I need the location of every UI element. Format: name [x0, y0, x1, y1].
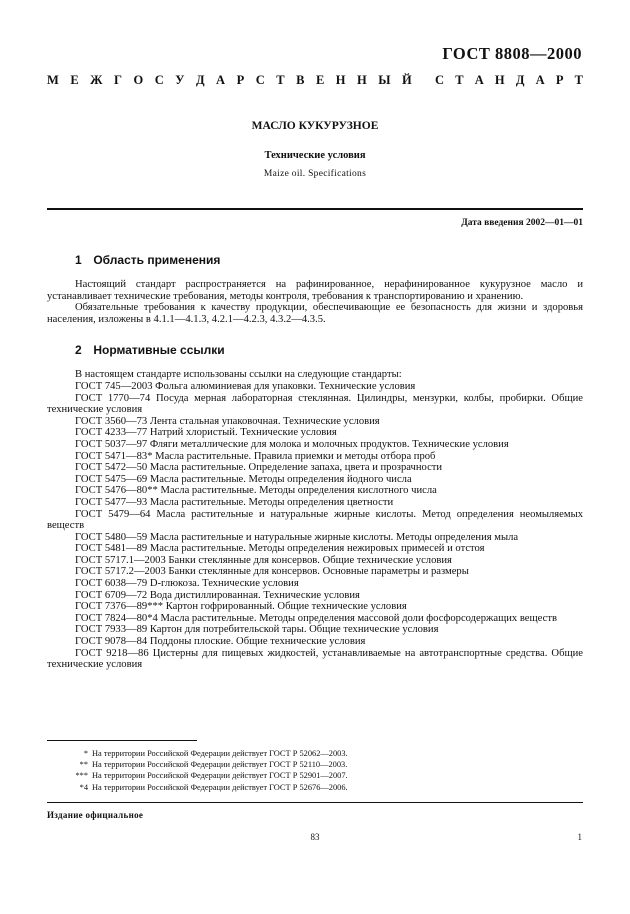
footnote-mark: *: [147, 450, 153, 462]
reference-code: ГОСТ 5481—89: [75, 543, 148, 555]
reference-item: [47, 474, 583, 486]
footnote: [47, 770, 583, 781]
footnote: [47, 782, 583, 793]
reference-item: [47, 439, 583, 451]
reference-item: [47, 648, 583, 671]
banner-left: М Е Ж Г О С У Д А Р С Т В Е Н Н Ы Й: [47, 73, 412, 87]
document-title: МАСЛО КУКУРУЗНОЕ: [251, 120, 379, 132]
title-divider: [47, 208, 583, 210]
banner-right: С Т А Н Д А Р Т: [435, 73, 583, 87]
reference-code: ГОСТ 5476—80: [75, 485, 148, 497]
reference-item: [47, 451, 583, 463]
reference-title: Вода дистиллированная. Технические условия: [149, 589, 360, 601]
reference-code: ГОСТ 745—2003: [75, 380, 153, 392]
reference-code: ГОСТ 5477—93: [75, 496, 148, 508]
reference-code: ГОСТ 1770—74: [75, 392, 151, 404]
reference-title: Фольга алюминиевая для упаковки. Технические условия: [155, 380, 416, 392]
reference-item: [47, 416, 583, 428]
footnote-text: На территории Российской Федерации действует ГОСТ Р 52901—2007.: [92, 771, 348, 781]
reference-item: [47, 601, 583, 613]
references-intro: В настоящем стандарте использованы ссылки на следующие стандарты:: [75, 369, 402, 381]
reference-item: [47, 590, 583, 602]
reference-code: ГОСТ 5717.2—2003: [75, 566, 166, 578]
reference-code: ГОСТ 5475—69: [75, 473, 148, 485]
reference-title: Картон гофрированный. Общие технические условия: [165, 601, 407, 613]
reference-title: Масла растительные. Методы определения массовой доли фосфорсодержащих веществ: [160, 612, 557, 624]
document-code: ГОСТ 8808—2000: [442, 44, 582, 63]
footnote-text: На территории Российской Федерации действует ГОСТ Р 52062—2003.: [92, 749, 348, 758]
document-body: [47, 253, 583, 671]
reference-title: Масла растительные и натуральные жирные кислоты. Методы определения мыла: [149, 531, 519, 543]
reference-title: Банки стеклянные для консервов. Общие технические условия: [168, 554, 452, 566]
footnote-text: На территории Российской Федерации действует ГОСТ Р 52676—2006.: [92, 782, 348, 792]
section-number: 2: [75, 343, 82, 358]
footer-divider: [47, 802, 583, 803]
document-subtitle-english: Maize oil. Specifications: [263, 169, 367, 179]
reference-title: Посуда мерная лабораторная стеклянная. Цилиндры, мензурки, колбы, пробирки. Общие технические условия: [47, 392, 583, 416]
reference-code: ГОСТ 7376—89: [75, 601, 148, 613]
reference-title: Масла растительные. Определение запаха, цвета и прозрачности: [149, 462, 443, 474]
footnote: [47, 748, 583, 759]
footnote-text: На территории Российской Федерации действует ГОСТ Р 52110—2003.: [92, 760, 348, 770]
reference-code: ГОСТ 5472—50: [75, 462, 148, 474]
reference-code: ГОСТ 6709—72: [75, 589, 148, 601]
reference-title: Масла растительные и натуральные жирные кислоты. Метод определения неомыляемых веществ: [47, 508, 583, 532]
reference-item: [47, 497, 583, 509]
edition-label: Издание официальное: [47, 810, 144, 820]
reference-item: [47, 636, 583, 648]
reference-title: Поддоны плоские. Общие технические условия: [149, 636, 366, 648]
reference-code: ГОСТ 9218—86: [75, 647, 149, 659]
reference-code: ГОСТ 5037—97: [75, 438, 148, 450]
sheet-number: 1: [577, 832, 582, 842]
reference-item: [47, 613, 583, 625]
reference-item: [47, 427, 583, 439]
section-title: Нормативные ссылки: [93, 343, 225, 358]
reference-item: [47, 578, 583, 590]
section-heading-references: [75, 343, 583, 357]
footnote-mark: *4: [79, 782, 88, 792]
page-number: 83: [310, 832, 320, 842]
footnote-divider: [47, 740, 197, 741]
reference-list: [47, 381, 583, 671]
section-title: Область применения: [93, 253, 221, 267]
scope-paragraph: Обязательные требования к качеству продукции, обеспечивающие ее безопасность для жизни и здоровья населения, изложены в 4.1.1—4.1.3, 4.2.1—4.2.3, 4.3.2—4.3.5.: [47, 302, 583, 325]
footnote-mark: **: [147, 485, 158, 497]
reference-title: Масла растительные. Методы определения йодного числа: [149, 473, 412, 485]
reference-title: D-глюкоза. Технические условия: [149, 578, 299, 590]
footnote-mark: **: [79, 760, 88, 770]
footnote-mark: ***: [75, 771, 88, 781]
reference-title: Масла растительные. Методы определения цветности: [149, 496, 394, 508]
reference-code: ГОСТ 3560—73: [75, 415, 148, 427]
section-number: 1: [75, 253, 82, 267]
reference-title: Масла растительные. Методы определения нежировых примесей и отстоя: [149, 543, 485, 555]
reference-item: [47, 509, 583, 532]
reference-title: Масла растительные. Правила приемки и методы отбора проб: [155, 450, 436, 462]
standard-banner: [47, 73, 583, 88]
document-subtitle: Технические условия: [264, 150, 366, 161]
reference-title: Натрий хлористый. Технические условия: [149, 427, 337, 439]
reference-code: ГОСТ 7933—89: [75, 624, 148, 636]
reference-code: ГОСТ 7824—80: [75, 612, 148, 624]
reference-item: [47, 566, 583, 578]
reference-code: ГОСТ 5717.1—2003: [75, 554, 166, 566]
reference-title: Банки стеклянные для консервов. Основные параметры и размеры: [168, 566, 469, 578]
reference-title: Лента стальная упаковочная. Технические условия: [149, 415, 380, 427]
reference-code: ГОСТ 5480—59: [75, 531, 148, 543]
reference-code: ГОСТ 5471—83: [75, 450, 148, 462]
reference-title: Цистерны для пищевых жидкостей, устанавливаемые на автотранспортные средства. Общие технические условия: [47, 647, 583, 671]
footnote-mark: ***: [147, 601, 164, 613]
reference-item: [47, 485, 583, 497]
reference-code: ГОСТ 6038—79: [75, 578, 148, 590]
footnote: [47, 759, 583, 770]
reference-item: [47, 532, 583, 544]
reference-item: [47, 543, 583, 555]
reference-item: [47, 462, 583, 474]
section-heading-scope: [75, 253, 583, 267]
reference-title: Масла растительные. Методы определения кислотного числа: [160, 485, 437, 497]
reference-title: Фляги металлические для молока и молочных продуктов. Технические условия: [149, 438, 509, 450]
introduction-date: Дата введения 2002—01—01: [461, 218, 583, 228]
scope-paragraph: Настоящий стандарт распространяется на рафинированное, нерафинированное кукурузное масло и устанавливает технические требования, методы контроля, требования к транспортированию и хранению.: [47, 279, 583, 302]
footnote-mark: *: [83, 749, 88, 758]
reference-code: ГОСТ 9078—84: [75, 636, 148, 648]
reference-code: ГОСТ 4233—77: [75, 427, 148, 439]
reference-item: [47, 624, 583, 636]
reference-title: Картон для потребительской тары. Общие технические условия: [149, 624, 439, 636]
footnotes: [47, 748, 583, 793]
footnote-mark: *4: [147, 612, 158, 624]
reference-item: [47, 381, 583, 393]
reference-item: [47, 555, 583, 567]
reference-code: ГОСТ 5479—64: [75, 508, 151, 520]
reference-item: [47, 393, 583, 416]
